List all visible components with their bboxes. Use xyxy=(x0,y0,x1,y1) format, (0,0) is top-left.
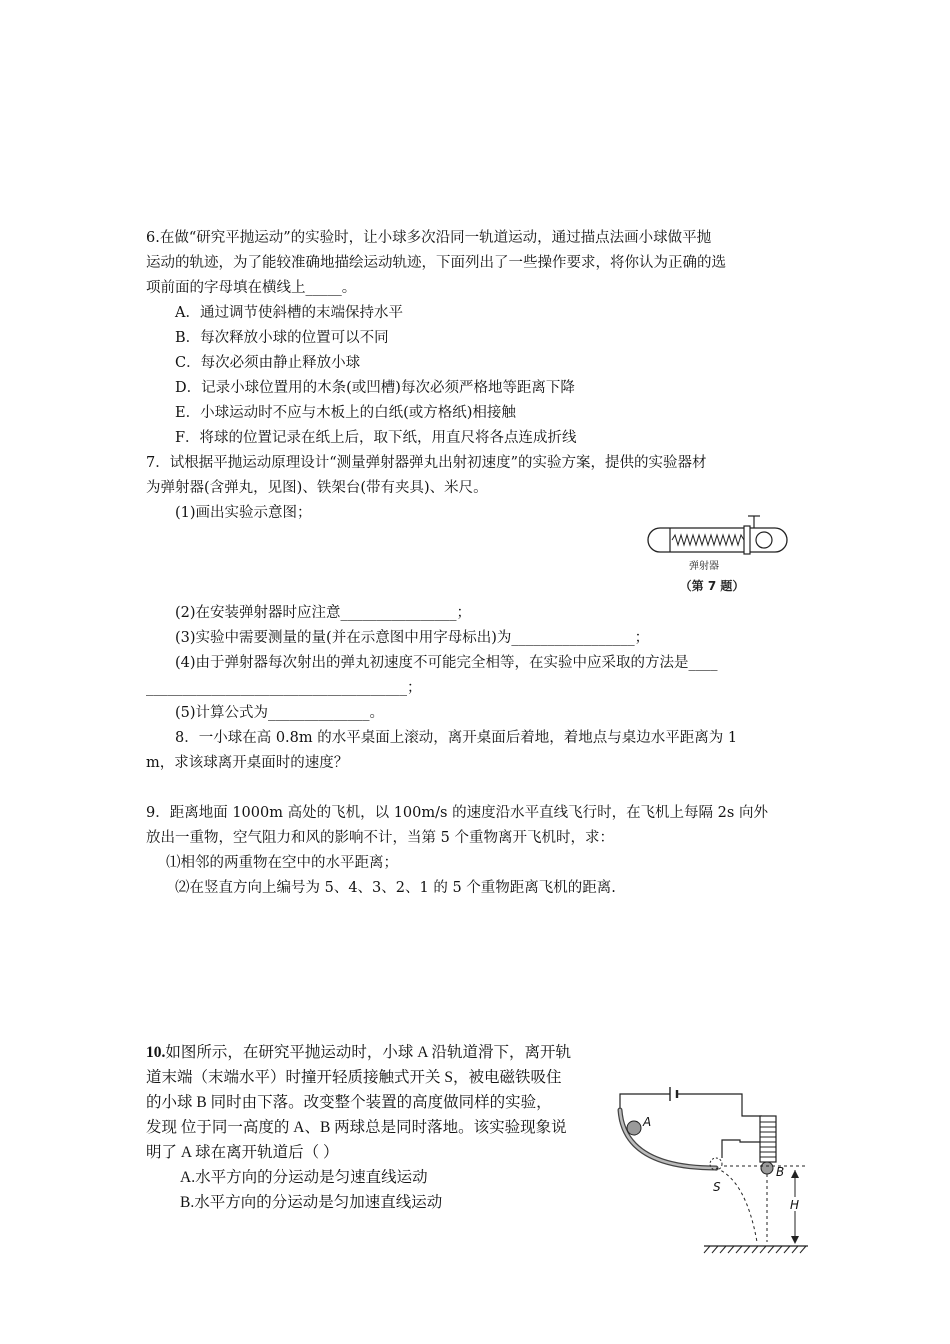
q9-line-1: 9．距离地面 1000m 高处的飞机，以 100m/s 的速度沿水平直线飞行时，在飞机上每隔 2s 向外 xyxy=(146,805,768,821)
q6-option-f: F．将球的位置记录在纸上后，取下纸，用直尺将各点连成折线 xyxy=(175,430,577,446)
q7-part-4: (4)由于弹射器每次射出的弹丸初速度不可能完全相等，在实验中应采取的方法是____ xyxy=(175,655,718,671)
q7-line-1: 7．试根据平抛运动原理设计“测量弹射器弹丸出射初速度”的实验方案，提供的实验器材 xyxy=(146,455,707,471)
q7-part-1: (1)画出实验示意图； xyxy=(175,505,312,521)
q7-part-5: (5)计算公式为______________。 xyxy=(175,705,385,721)
q10-block xyxy=(146,1040,621,1215)
q8-line-2: m，求该球离开桌面时的速度？ xyxy=(146,755,349,771)
q10-line-2: 道末端（末端水平）时撞开轻质接触式开关 S，被电磁铁吸住 xyxy=(146,1069,562,1086)
ejector-label: 弹射器 xyxy=(689,561,719,572)
ball-b-icon xyxy=(761,1162,773,1174)
q10-line-3: 的小球 B 同时由下落。改变整个装置的高度做同样的实验， xyxy=(146,1094,552,1111)
label-b: B xyxy=(776,1165,785,1179)
q10-option-b: B.水平方向的分运动是匀加速直线运动 xyxy=(180,1194,443,1211)
q9-part-1: ⑴相邻的两重物在空中的水平距离； xyxy=(166,855,398,871)
q6-option-d: D．记录小球位置用的木条(或凹槽)每次必须严格地等距离下降 xyxy=(175,380,575,396)
label-h: H xyxy=(790,1198,800,1212)
q7-part-3: (3)实验中需要测量的量(并在示意图中用字母标出)为_________________； xyxy=(175,630,650,646)
q10-line-5: 明了 A 球在离开轨道后（ ） xyxy=(146,1144,339,1161)
q9-line-2: 放出一重物，空气阻力和风的影响不计，当第 5 个重物离开飞机时，求： xyxy=(146,830,614,846)
q7-part-2: (2)在安装弹射器时应注意________________； xyxy=(175,605,472,621)
label-a: A xyxy=(643,1115,652,1129)
q10-line-1: 如图所示，在研究平抛运动时，小球 A 沿轨道滑下，离开轨 xyxy=(165,1044,571,1061)
q8-line-1: 8．一小球在高 0.8m 的水平桌面上滚动，离开桌面后着地，着地点与桌边水平距离为 1 xyxy=(175,730,738,746)
electromagnet-icon xyxy=(760,1116,776,1162)
ejector-figure xyxy=(646,512,791,602)
q10-line-4: 发现 位于同一高度的 A、B 两球总是同时落地。该实验现象说 xyxy=(146,1119,567,1136)
q10-option-a: A.水平方向的分运动是匀速直线运动 xyxy=(180,1169,428,1186)
pellet-icon xyxy=(756,532,772,548)
trajectory-a xyxy=(716,1168,757,1242)
q6-option-e: E．小球运动时不应与木板上的白纸(或方格纸)相接触 xyxy=(175,405,516,421)
q6-option-c: C．每次必须由静止释放小球 xyxy=(175,355,361,371)
spring-icon xyxy=(672,535,744,545)
q7-part-4-blank: ____________________________________； xyxy=(146,680,422,696)
q9-part-2: ⑵在竖直方向上编号为 5、4、3、2、1 的 5 个重物距离飞机的距离. xyxy=(175,880,616,896)
q6-line-1: 6.在做“研究平抛运动”的实验时，让小球多次沿同一轨道运动，通过描点法画小球做平抛 xyxy=(146,230,712,246)
projectile-apparatus-figure xyxy=(612,1070,817,1265)
q6-line-3: 项前面的字母填在横线上_____。 xyxy=(146,280,357,296)
q6-line-2: 运动的轨迹，为了能较准确地描绘运动轨迹，下面列出了一些操作要求，将你认为正确的选 xyxy=(146,255,726,271)
figure-7-caption: （第 7 题） xyxy=(679,579,745,593)
label-s: S xyxy=(713,1180,721,1194)
q10-number: 10. xyxy=(146,1044,166,1061)
trigger-block xyxy=(744,526,750,554)
ground-hatching xyxy=(704,1246,806,1253)
ball-a-icon xyxy=(627,1121,641,1135)
q6-option-a: A．通过调节使斜槽的末端保持水平 xyxy=(175,305,403,321)
q6-option-b: B．每次释放小球的位置可以不同 xyxy=(175,330,389,346)
curved-track xyxy=(620,1110,716,1168)
q7-line-2: 为弹射器(含弹丸，见图)、铁架台(带有夹具)、米尺。 xyxy=(146,480,488,496)
